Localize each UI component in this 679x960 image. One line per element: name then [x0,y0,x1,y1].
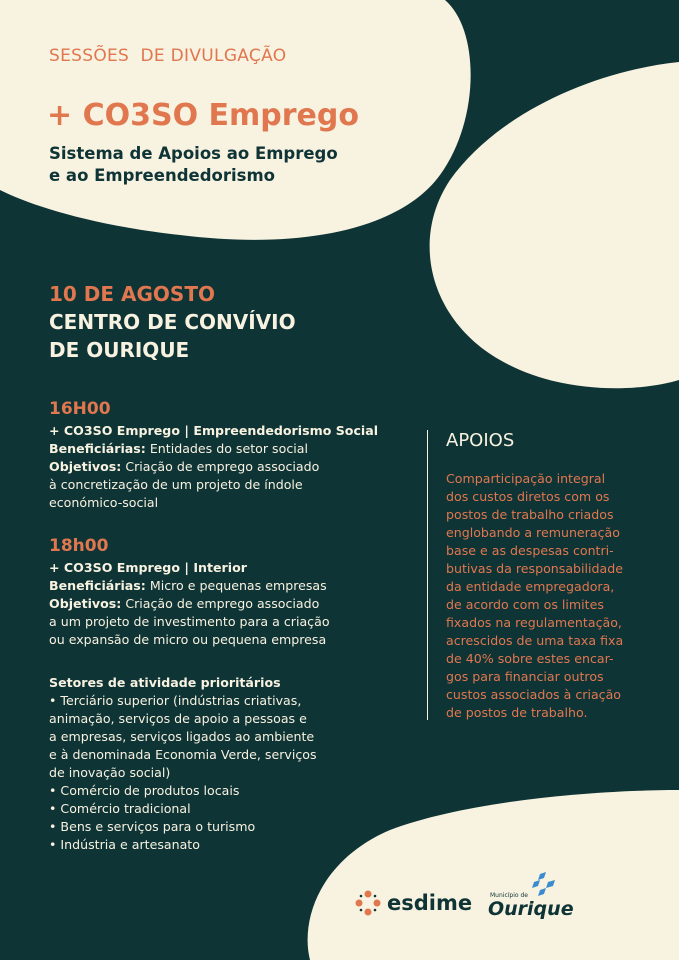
sector-line: a empresas, serviços ligados ao ambiente [49,729,315,744]
apoios-line: da entidade empregadora, [446,579,615,594]
municipio-label: Município de [490,892,528,899]
label: Objetivos: [49,459,122,474]
apoios-line: postos de trabalho criados [446,507,614,522]
sectors-heading: Setores de atividade prioritários [49,675,281,690]
esdime-dots-icon [355,890,381,916]
divider [427,430,428,720]
venue-line: DE OURIQUE [49,338,190,362]
apoios-line: butivas da responsabilidade [446,561,623,576]
apoios-line: gos para financiar outros [446,669,604,684]
esdime-wordmark: esdime [387,891,473,915]
apoios-text [446,470,656,722]
subtitle [49,143,338,187]
apoios-heading: APOIOS [446,430,515,451]
subtitle-line: e ao Empreendedorismo [49,166,275,185]
apoios-line: Comparticipação integral [446,471,606,486]
sector-line: • Bens e serviços para o turismo [49,819,256,834]
apoios-line: base e as despesas contri- [446,543,614,558]
program: + CO3SO Emprego | Interior [49,560,247,575]
sector-line: • Comércio de produtos locais [49,783,240,798]
apoios-line: custos associados à criação [446,687,622,702]
ourique-logo [488,872,574,922]
value: Entidades do setor social [145,441,308,456]
value: Criação de emprego associado [121,596,320,611]
apoios-line: englobando a remuneração [446,525,620,540]
label: Beneficiárias: [49,578,146,593]
apoios-line: de postos de trabalho. [446,705,588,720]
program: + CO3SO Emprego | Empreendedorismo Social [49,423,379,438]
value: a um projeto de investimento para a criação [49,614,330,629]
label: Beneficiárias: [49,441,146,456]
value: económico-social [49,495,159,510]
value: Micro e pequenas empresas [145,578,327,593]
sector-line: • Comércio tradicional [49,801,191,816]
sectors [49,674,317,854]
session-1 [49,400,378,512]
kicker: SESSÕES DE DIVULGAÇÃO [49,46,287,66]
value: Criação de emprego associado [121,459,320,474]
apoios-line: de 40% sobre estes encar- [446,651,614,666]
sector-line: e à denominada Economia Verde, serviços [49,747,317,762]
sector-line: de inovação social) [49,765,171,780]
sector-line: animação, serviços de apoio a pessoas e [49,711,307,726]
session-time: 18h00 [49,536,109,556]
ourique-wordmark: Ourique [488,898,574,920]
apoios-line: fixados na regulamentação, [446,615,622,630]
sector-line: • Terciário superior (indústrias criativas, [49,693,302,708]
session-2 [49,537,330,649]
sector-line: • Indústria e artesanato [49,837,200,852]
event-date: 10 DE AGOSTO [49,282,215,306]
apoios-line: dos custos diretos com os [446,489,610,504]
apoios-line: de acordo com os limites [446,597,604,612]
value: ou expansão de micro ou pequena empresa [49,632,327,647]
esdime-logo [355,890,472,916]
event-info [49,280,296,364]
value: à concretização de um projeto de índole [49,477,303,492]
label: Objetivos: [49,596,122,611]
session-time: 16H00 [49,399,111,419]
venue-line: CENTRO DE CONVÍVIO [49,310,296,334]
apoios-line: acrescidos de uma taxa fixa [446,633,624,648]
subtitle-line: Sistema de Apoios ao Emprego [49,144,338,163]
page-title: + CO3SO Emprego [47,98,359,133]
website-link[interactable]: esdime.pt [49,893,151,914]
